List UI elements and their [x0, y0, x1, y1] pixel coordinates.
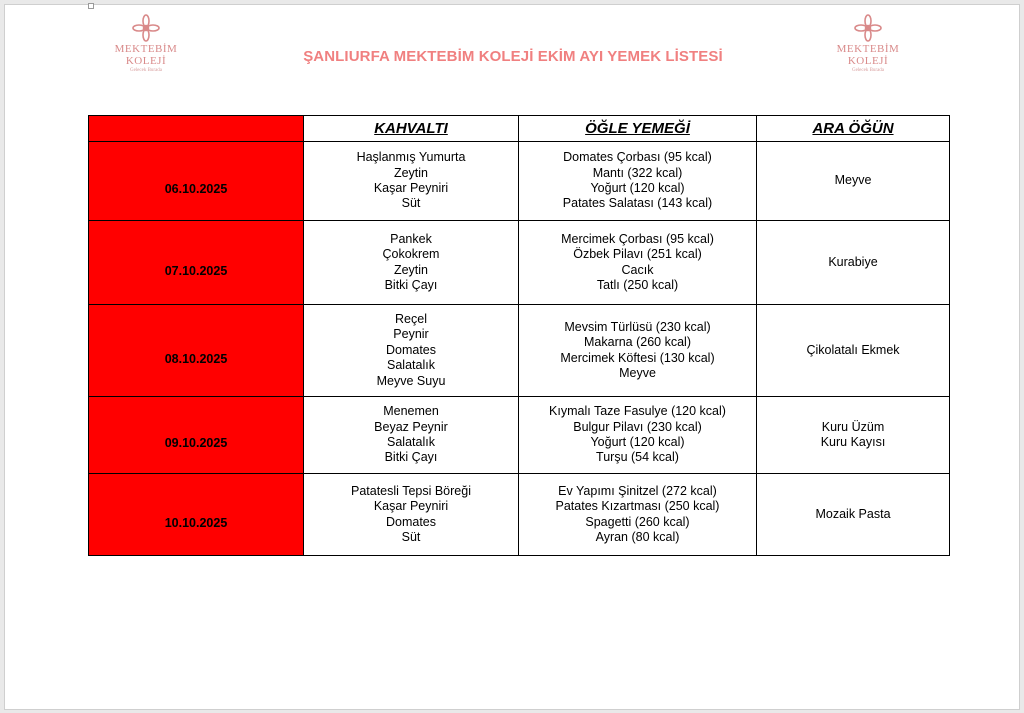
ara-cell: [757, 305, 950, 397]
table-row: [89, 142, 950, 221]
menu-item: Yoğurt (120 kcal): [590, 435, 685, 449]
header-ara-ogun: ARA ÖĞÜN: [757, 116, 950, 142]
flower-emblem-icon: [131, 13, 161, 43]
menu-item: Zeytin: [393, 262, 429, 277]
menu-item: Menemen: [383, 404, 439, 419]
flower-emblem-icon: [853, 13, 883, 43]
table-body: [89, 142, 950, 556]
menu-item: Patates Salatası (143 kcal): [562, 196, 713, 211]
date-cell: [89, 221, 304, 305]
logo-slogan: Gelecek Burada: [851, 68, 885, 73]
menu-item: Kaşar Peyniri: [373, 181, 449, 195]
ogle-cell: [519, 474, 757, 556]
menu-item: Bulgur Pilavı (230 kcal): [573, 419, 702, 434]
header-ogle-yemegi: ÖĞLE YEMEĞİ: [519, 116, 757, 142]
table-row: [89, 221, 950, 305]
menu-item: Turşu (54 kcal): [596, 450, 679, 465]
date-text: 10.10.2025: [164, 515, 228, 530]
kahvalti-cell: [304, 305, 519, 397]
menu-item: Peynir: [393, 327, 429, 342]
date-cell: [89, 474, 304, 556]
ara-cell: [757, 397, 950, 474]
menu-item: Kurabiye: [828, 254, 878, 269]
menu-item: Yoğurt (120 kcal): [590, 181, 685, 195]
menu-item: Süt: [401, 529, 421, 544]
kahvalti-cell: [304, 221, 519, 305]
menu-item: Kuru Kayısı: [820, 435, 886, 449]
menu-item: Beyaz Peynir: [374, 419, 448, 434]
menu-item: Bitki Çayı: [384, 450, 438, 465]
menu-item: Patates Kızartması (250 kcal): [555, 499, 720, 514]
menu-item: Kuru Üzüm: [821, 419, 885, 434]
menu-item: Süt: [401, 196, 421, 211]
menu-item: Salatalık: [387, 435, 435, 449]
page-corner-marker: [88, 3, 94, 9]
menu-item: Pankek: [390, 231, 432, 246]
ogle-cell: [519, 305, 757, 397]
menu-item: Cacık: [621, 262, 654, 277]
menu-item: Spagetti (260 kcal): [585, 514, 690, 529]
table-row: [89, 305, 950, 397]
header-blank-cell: [89, 116, 304, 142]
menu-item: Domates: [385, 342, 437, 357]
menu-item: Domates Çorbası (95 kcal): [563, 150, 712, 165]
date-cell: [89, 397, 304, 474]
menu-item: Meyve: [619, 365, 656, 380]
meal-table: [88, 115, 950, 556]
menu-item: Mozaik Pasta: [815, 506, 891, 521]
school-logo-left: [111, 13, 181, 74]
menu-item: Mercimek Köftesi (130 kcal): [560, 350, 715, 365]
ara-cell: [757, 221, 950, 305]
ogle-cell: [519, 221, 757, 305]
menu-item: Ayran (80 kcal): [595, 529, 680, 544]
ogle-cell: [519, 142, 757, 221]
menu-item: Çokokrem: [382, 247, 440, 262]
menu-item: Çikolatalı Ekmek: [806, 342, 900, 357]
menu-item: Meyve: [834, 173, 872, 188]
ogle-cell: [519, 397, 757, 474]
menu-item: Makarna (260 kcal): [584, 335, 691, 350]
menu-item: Ev Yapımı Şinitzel (272 kcal): [558, 483, 717, 498]
menu-item: Özbek Pilavı (251 kcal): [573, 247, 702, 262]
menu-item: Zeytin: [393, 165, 429, 180]
date-text: 07.10.2025: [164, 263, 228, 278]
table-row: [89, 397, 950, 474]
date-text: 09.10.2025: [164, 436, 228, 451]
header-kahvalti: KAHVALTI: [304, 116, 519, 142]
kahvalti-cell: [304, 474, 519, 556]
logo-slogan: Gelecek Burada: [129, 68, 163, 73]
menu-item: Reçel: [395, 311, 427, 326]
page-title: ŞANLIURFA MEKTEBİM KOLEJİ EKİM AYI YEMEK LİSTESİ: [303, 48, 723, 65]
ara-cell: [757, 474, 950, 556]
logo-name-line1: MEKTEBİM: [836, 43, 900, 55]
menu-item: Meyve Suyu: [376, 373, 446, 388]
menu-item: Mercimek Çorbası (95 kcal): [561, 231, 714, 246]
date-text: 08.10.2025: [164, 351, 228, 366]
menu-item: Kıymalı Taze Fasulye (120 kcal): [549, 404, 726, 419]
table-row: [89, 474, 950, 556]
menu-item: Patatesli Tepsi Böreği: [351, 483, 471, 498]
menu-item: Salatalık: [387, 358, 435, 373]
table-header-row: [89, 116, 950, 142]
ara-cell: [757, 142, 950, 221]
date-text: 06.10.2025: [164, 182, 228, 197]
menu-item: Bitki Çayı: [384, 277, 438, 292]
menu-item: Mevsim Türlüsü (230 kcal): [564, 319, 711, 334]
school-logo-right: [833, 13, 903, 74]
date-cell: [89, 142, 304, 221]
menu-item: Kaşar Peyniri: [373, 499, 449, 514]
logo-name-line2: KOLEJİ: [847, 55, 889, 67]
kahvalti-cell: [304, 142, 519, 221]
document-page: [4, 4, 1020, 710]
logo-name-line2: KOLEJİ: [125, 55, 167, 67]
date-cell: [89, 305, 304, 397]
menu-item: Mantı (322 kcal): [592, 165, 683, 180]
menu-item: Tatlı (250 kcal): [596, 277, 679, 292]
menu-item: Domates: [385, 514, 437, 529]
kahvalti-cell: [304, 397, 519, 474]
menu-item: Haşlanmış Yumurta: [356, 150, 466, 165]
logo-name-line1: MEKTEBİM: [114, 43, 178, 55]
